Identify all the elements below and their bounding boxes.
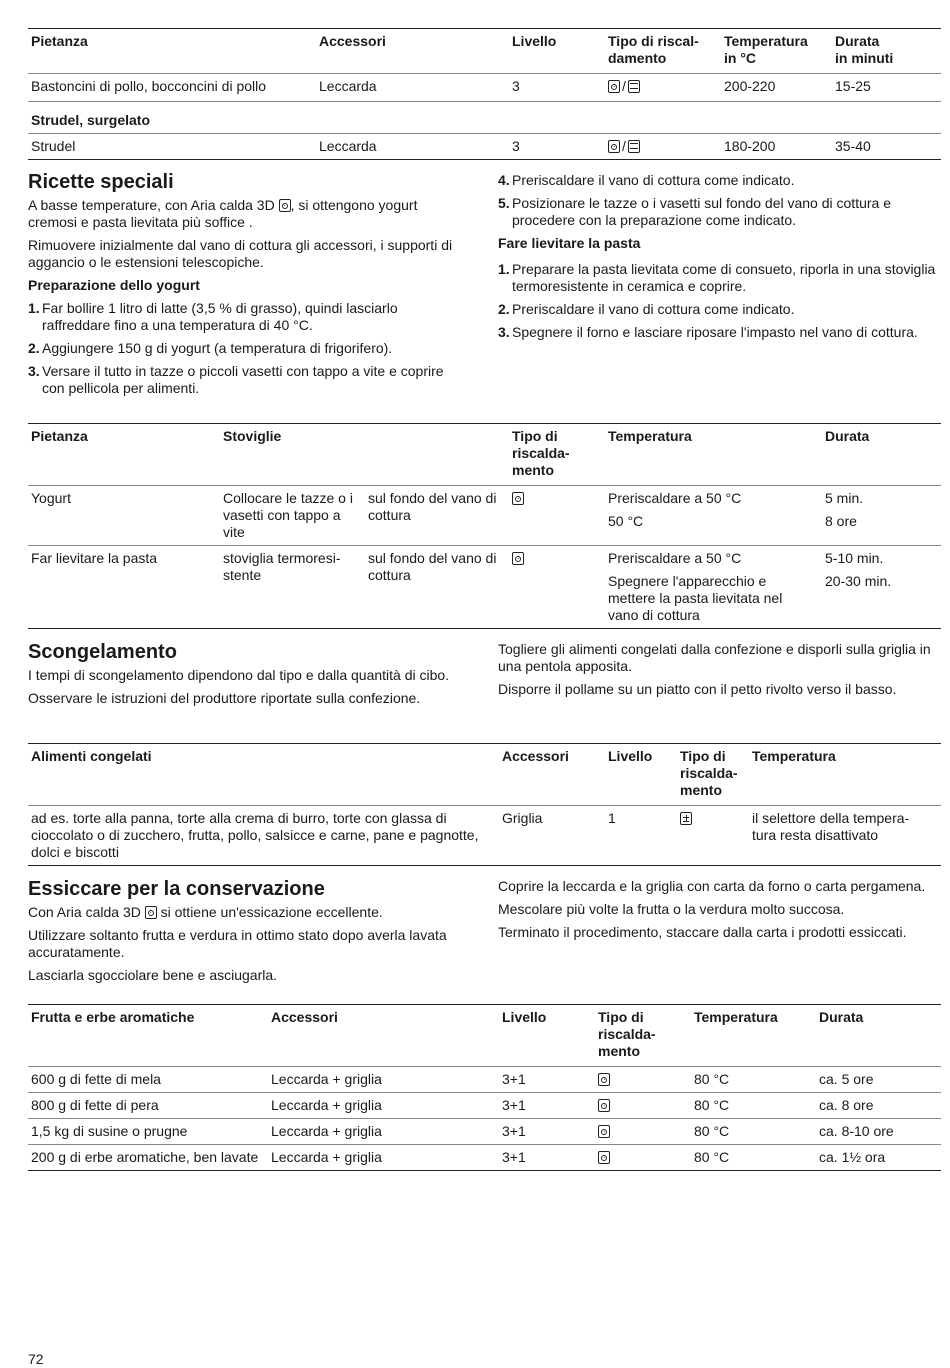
col-header: Accessori (271, 1009, 338, 1025)
cell: 15-25 (835, 78, 871, 94)
fan-heating-icon (598, 1125, 610, 1138)
col-header: Livello (608, 748, 653, 764)
table-row (28, 134, 941, 160)
col-header: Durata (825, 428, 870, 444)
paragraph: Togliere gli alimenti congelati dalla confezione e disporli sulla griglia in una pentola apposita. (498, 641, 931, 674)
col-header: Temperatura (752, 748, 836, 764)
cell: 200 g di erbe aromatiche, ben lavate (31, 1149, 259, 1165)
col-header: Accessori (502, 748, 569, 764)
section-defrosting-right (498, 641, 940, 704)
col-header: Durata in minuti (835, 33, 894, 66)
col-header: Tipo di riscalda- mento (598, 1009, 656, 1059)
heating-cell: / (605, 74, 721, 102)
section-special-recipes-left (28, 170, 468, 403)
cell: Leccarda (319, 138, 377, 154)
cell: Collocare le tazze o i vasetti con tappo a vite (223, 490, 353, 540)
heating-cell (677, 806, 749, 866)
cell: 3 (512, 78, 520, 94)
section-special-recipes-right (498, 172, 940, 347)
paragraph: Disporre il pollame su un piatto con il petto rivolto verso il basso. (498, 681, 897, 697)
fan-heating-icon (512, 492, 524, 505)
table-row (28, 74, 941, 102)
fan-heating-icon (608, 80, 620, 93)
list-item: 3. Versare il tutto in tazze o piccoli vasetti con tappo a vite e coprire con pellicola per alimenti. (28, 363, 444, 396)
table-header-row (28, 1005, 941, 1067)
cell: ca. 8-10 ore (819, 1123, 894, 1139)
paragraph (28, 904, 473, 921)
section-title: Essiccare per la conservazione (28, 878, 325, 900)
defrost-icon (680, 812, 692, 825)
col-header: Durata (819, 1009, 864, 1025)
cell: 3 (512, 138, 520, 154)
text: , si ottengono yogurt cremosi e pasta lievitata più soffice . (28, 197, 418, 230)
text: Con Aria calda 3D (28, 904, 141, 920)
table-defrosting (28, 743, 941, 866)
cell: Yogurt (31, 490, 71, 506)
col-header: Tipo di riscalda- mento (680, 748, 738, 798)
cell: Leccarda + griglia (271, 1123, 382, 1139)
page-number: 72 (28, 1351, 44, 1367)
cell: 600 g di fette di mela (31, 1071, 161, 1087)
paragraph: Osservare le istruzioni del produttore riportate sulla confezione. (28, 690, 421, 706)
col-header: Pietanza (31, 33, 88, 49)
col-header: Livello (512, 33, 557, 49)
table-row (28, 486, 941, 546)
section-drying-left (28, 877, 473, 990)
col-header: Accessori (319, 33, 386, 49)
steps-yogurt (28, 300, 468, 397)
fan-heating-icon (598, 1099, 610, 1112)
list-item: 5. Posizionare le tazze o i vasetti sul fondo del vano di cottura e procedere con la preparazione come indicato. (498, 195, 891, 228)
col-header: Pietanza (31, 428, 88, 444)
section-drying-right (498, 878, 940, 947)
paragraph: Rimuovere inizialmente dal vano di cottura gli accessori, i supporti di aggancio o le estensioni telescopiche. (28, 237, 453, 270)
paragraph: Lasciarla sgocciolare bene e asciugarla. (28, 967, 278, 983)
fan-heating-icon (512, 552, 524, 565)
cell: Preriscaldare a 50 °C 50 °C (608, 490, 742, 529)
cell: 200-220 (724, 78, 776, 94)
cell: Leccarda + griglia (271, 1097, 382, 1113)
cell: 35-40 (835, 138, 871, 154)
cell: Strudel (31, 138, 76, 154)
cell: 3+1 (502, 1097, 526, 1113)
col-header: Livello (502, 1009, 547, 1025)
cell: Griglia (502, 810, 543, 826)
paragraph (28, 197, 468, 231)
heating-cell (595, 1145, 691, 1171)
cell: ca. 1½ ora (819, 1149, 886, 1165)
heating-cell (595, 1067, 691, 1093)
fan-heating-icon (598, 1073, 610, 1086)
cell: 800 g di fette di pera (31, 1097, 159, 1113)
section-title: Scongelamento (28, 641, 177, 663)
col-header: Alimenti congelati (31, 748, 152, 764)
table-row (28, 1067, 941, 1093)
col-header: Tipo di riscal- damento (608, 33, 699, 66)
table-header-row (28, 29, 941, 74)
col-header: Frutta e erbe aromatiche (31, 1009, 195, 1025)
heating-cell (509, 486, 605, 546)
text: A basse temperature, con Aria calda 3D (28, 197, 275, 213)
section-title: Ricette speciali (28, 171, 174, 193)
steps-pasta (498, 261, 940, 341)
cell: Preriscaldare a 50 °C Spegnere l'apparecchio e mettere la pasta lievitata nel vano di cottura (608, 550, 783, 623)
section-defrosting-left (28, 640, 473, 713)
cell: ca. 5 ore (819, 1071, 874, 1087)
table-row (28, 1145, 941, 1171)
heating-cell (595, 1093, 691, 1119)
table-row (28, 1119, 941, 1145)
cell: 5-10 min. 20-30 min. (825, 550, 892, 589)
paragraph: Mescolare più volte la frutta o la verdura molto succosa. (498, 901, 845, 917)
cell: ad es. torte alla panna, torte alla crema di burro, torte con glassa di cioccolato o di zucchero, frutta, pollo, salsicce e carne, pane e pagnotte, dolci e biscotti (31, 810, 479, 860)
col-header: Temperatura (694, 1009, 778, 1025)
paragraph: Terminato il procedimento, staccare dalla carta i prodotti essiccati. (498, 924, 907, 940)
cell: 1,5 kg di susine o prugne (31, 1123, 188, 1139)
table-header-row (28, 744, 941, 806)
grill-heating-icon (628, 140, 640, 153)
subheading: Preparazione dello yogurt (28, 277, 200, 293)
table-header-row (28, 424, 941, 486)
table-row (28, 546, 941, 629)
cell: 80 °C (694, 1071, 730, 1087)
table-row (28, 806, 941, 866)
cell: sul fondo del vano di cottura (368, 550, 497, 583)
cell: Leccarda (319, 78, 377, 94)
cell: 3+1 (502, 1149, 526, 1165)
fan-heating-icon (608, 140, 620, 153)
cell: ca. 8 ore (819, 1097, 874, 1113)
cell: 1 (608, 810, 616, 826)
fan-heating-icon (279, 199, 291, 212)
col-header: Temperatura (608, 428, 692, 444)
cell: Far lievitare la pasta (31, 550, 158, 566)
paragraph: Utilizzare soltanto frutta e verdura in ottimo stato dopo averla lavata accuratamente. (28, 927, 447, 960)
paragraph: Coprire la leccarda e la griglia con carta da forno o carta pergamena. (498, 878, 926, 894)
subheading: Fare lievitare la pasta (498, 235, 641, 251)
cell: stoviglia termoresi- stente (223, 550, 341, 583)
heating-cell (595, 1119, 691, 1145)
cell: Leccarda + griglia (271, 1149, 382, 1165)
col-header: Temperatura in °C (724, 33, 808, 66)
table-subheading-row (28, 102, 941, 134)
list-item: 3. Spegnere il forno e lasciare riposare l'impasto nel vano di cottura. (498, 324, 918, 340)
cell: 3+1 (502, 1071, 526, 1087)
list-item: 2. Aggiungere 150 g di yogurt (a temperatura di frigorifero). (28, 340, 393, 356)
table-drying (28, 1004, 941, 1171)
col-header: Tipo di riscalda- mento (512, 428, 570, 478)
cell: il selettore della tempera- tura resta disattivato (752, 810, 910, 843)
cell: sul fondo del vano di cottura (368, 490, 497, 523)
table-row (28, 1093, 941, 1119)
fan-heating-icon (145, 906, 157, 919)
list-item: 2. Preriscaldare il vano di cottura come indicato. (498, 301, 795, 317)
paragraph: I tempi di scongelamento dipendono dal tipo e dalla quantità di cibo. (28, 667, 450, 683)
cell: 80 °C (694, 1123, 730, 1139)
cell: 3+1 (502, 1123, 526, 1139)
subheading: Strudel, surgelato (31, 112, 151, 128)
text: si ottiene un'essicazione eccellente. (160, 904, 383, 920)
cell: 80 °C (694, 1097, 730, 1113)
list-item: 1. Far bollire 1 litro di latte (3,5 % di grasso), quindi lasciarlo raffreddare fino a una temperatura di 40 °C. (28, 300, 398, 333)
fan-heating-icon (598, 1151, 610, 1164)
cell: Bastoncini di pollo, bocconcini di pollo (31, 78, 267, 94)
heating-cell: / (605, 134, 721, 160)
cell: 80 °C (694, 1149, 730, 1165)
cell: Leccarda + griglia (271, 1071, 382, 1087)
col-header: Stoviglie (223, 428, 282, 444)
steps-yogurt-continued (498, 172, 940, 229)
heating-cell (509, 546, 605, 629)
table-frozen-foods-top (28, 28, 941, 160)
cell: 180-200 (724, 138, 776, 154)
list-item: 1. Preparare la pasta lievitata come di consueto, riporla in una stoviglia termoresistente in ceramica e coprire. (498, 261, 936, 294)
cell: 5 min. 8 ore (825, 490, 864, 529)
list-item: 4. Preriscaldare il vano di cottura come indicato. (498, 172, 795, 188)
table-special-recipes (28, 423, 941, 629)
grill-heating-icon (628, 80, 640, 93)
